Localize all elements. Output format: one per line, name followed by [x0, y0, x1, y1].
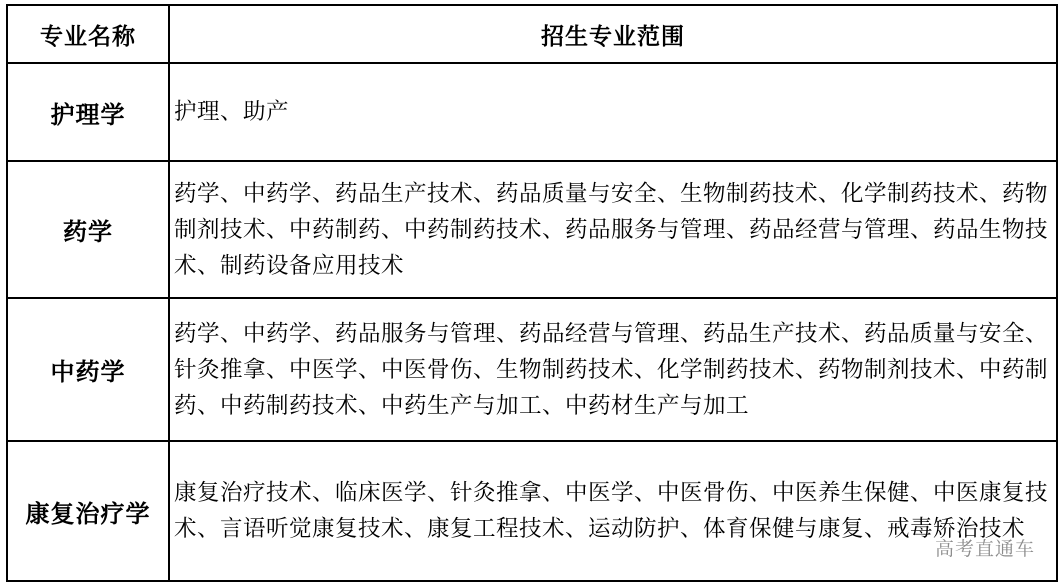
major-range-cell: 药学、中药学、药品生产技术、药品质量与安全、生物制药技术、化学制药技术、药物制剂技术、中药制药、中药制药技术、药品服务与管理、药品经营与管理、药品生物技术、制药设备应用技术 [169, 161, 1057, 298]
major-name-cell: 中药学 [7, 298, 169, 441]
table-row [7, 298, 1057, 441]
major-name-cell: 康复治疗学 [7, 441, 169, 581]
table-row [7, 161, 1057, 298]
major-name-cell: 护理学 [7, 63, 169, 161]
watermark-text: 高考直通车 [934, 538, 1035, 560]
header-major-name: 专业名称 [7, 5, 169, 63]
major-range-cell: 护理、助产 [169, 63, 1057, 161]
header-enrollment-range: 招生专业范围 [169, 5, 1057, 63]
major-range-cell: 药学、中药学、药品服务与管理、药品经营与管理、药品生产技术、药品质量与安全、针灸推拿、中医学、中医骨伤、生物制药技术、化学制药技术、药物制剂技术、中药制药、中药制药技术、中药生产与加工、中药材生产与加工 [169, 298, 1057, 441]
major-range-cell: 康复治疗技术、临床医学、针灸推拿、中医学、中医骨伤、中医养生保健、中医康复技术、言语听觉康复技术、康复工程技术、运动防护、体育保健与康复、戒毒矫治技术 [169, 441, 1057, 581]
table-row [7, 441, 1057, 581]
table-header-row [7, 5, 1057, 63]
major-table [6, 4, 1058, 582]
major-table-container [6, 4, 1056, 580]
major-name-cell: 药学 [7, 161, 169, 298]
table-row [7, 63, 1057, 161]
